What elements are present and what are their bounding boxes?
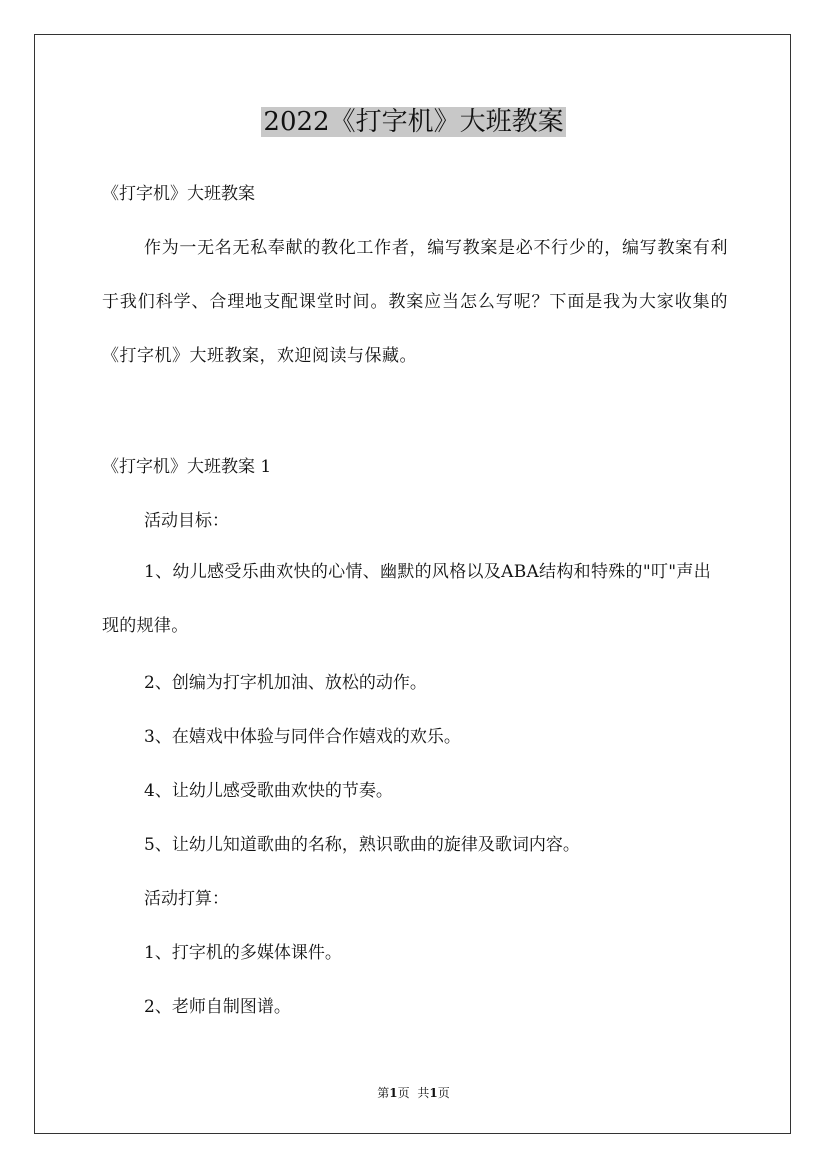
- goal-item-2: 2、创编为打字机加油、放松的动作。: [144, 673, 427, 693]
- prep-item-1: 1、打字机的多媒体课件。: [144, 943, 342, 963]
- goal-item-3: 3、在嬉戏中体验与同伴合作嬉戏的欢乐。: [144, 727, 461, 747]
- intro-paragraph: 作为一无名无私奉献的教化工作者，编写教案是必不行少的，编写教案有利于我们科学、合理地支配课堂时间。教案应当怎么写呢？下面是我为大家收集的《打字机》大班教案，欢迎阅读与保藏。: [102, 238, 728, 366]
- subtitle: 《打字机》大班教案: [102, 184, 255, 204]
- document-title: [0, 102, 827, 142]
- page-footer: [0, 1085, 827, 1101]
- goal-item-1: 1、幼儿感受乐曲欢快的心情、幽默的风格以及ABA结构和特殊的"叮"声出现的规律。: [102, 562, 711, 636]
- prep-item-2: 2、老师自制图谱。: [144, 997, 291, 1017]
- footer-page-suffix: 页: [397, 1086, 410, 1100]
- goal-item-4: 4、让幼儿感受歌曲欢快的节奏。: [144, 781, 393, 801]
- document-title-text: 2022《打字机》大班教案: [263, 107, 564, 137]
- section-heading: 《打字机》大班教案 1: [102, 457, 272, 477]
- footer-total-number: 1: [429, 1086, 438, 1100]
- goals-heading: 活动目标：: [144, 511, 229, 531]
- goal-item-5: 5、让幼儿知道歌曲的名称，熟识歌曲的旋律及歌词内容。: [144, 835, 580, 855]
- footer-total-suffix: 页: [437, 1086, 450, 1100]
- prep-heading: 活动打算：: [144, 889, 229, 909]
- footer-total-prefix: 共: [417, 1086, 430, 1100]
- footer-page-prefix: 第: [377, 1086, 390, 1100]
- footer-page-number: 1: [389, 1086, 398, 1100]
